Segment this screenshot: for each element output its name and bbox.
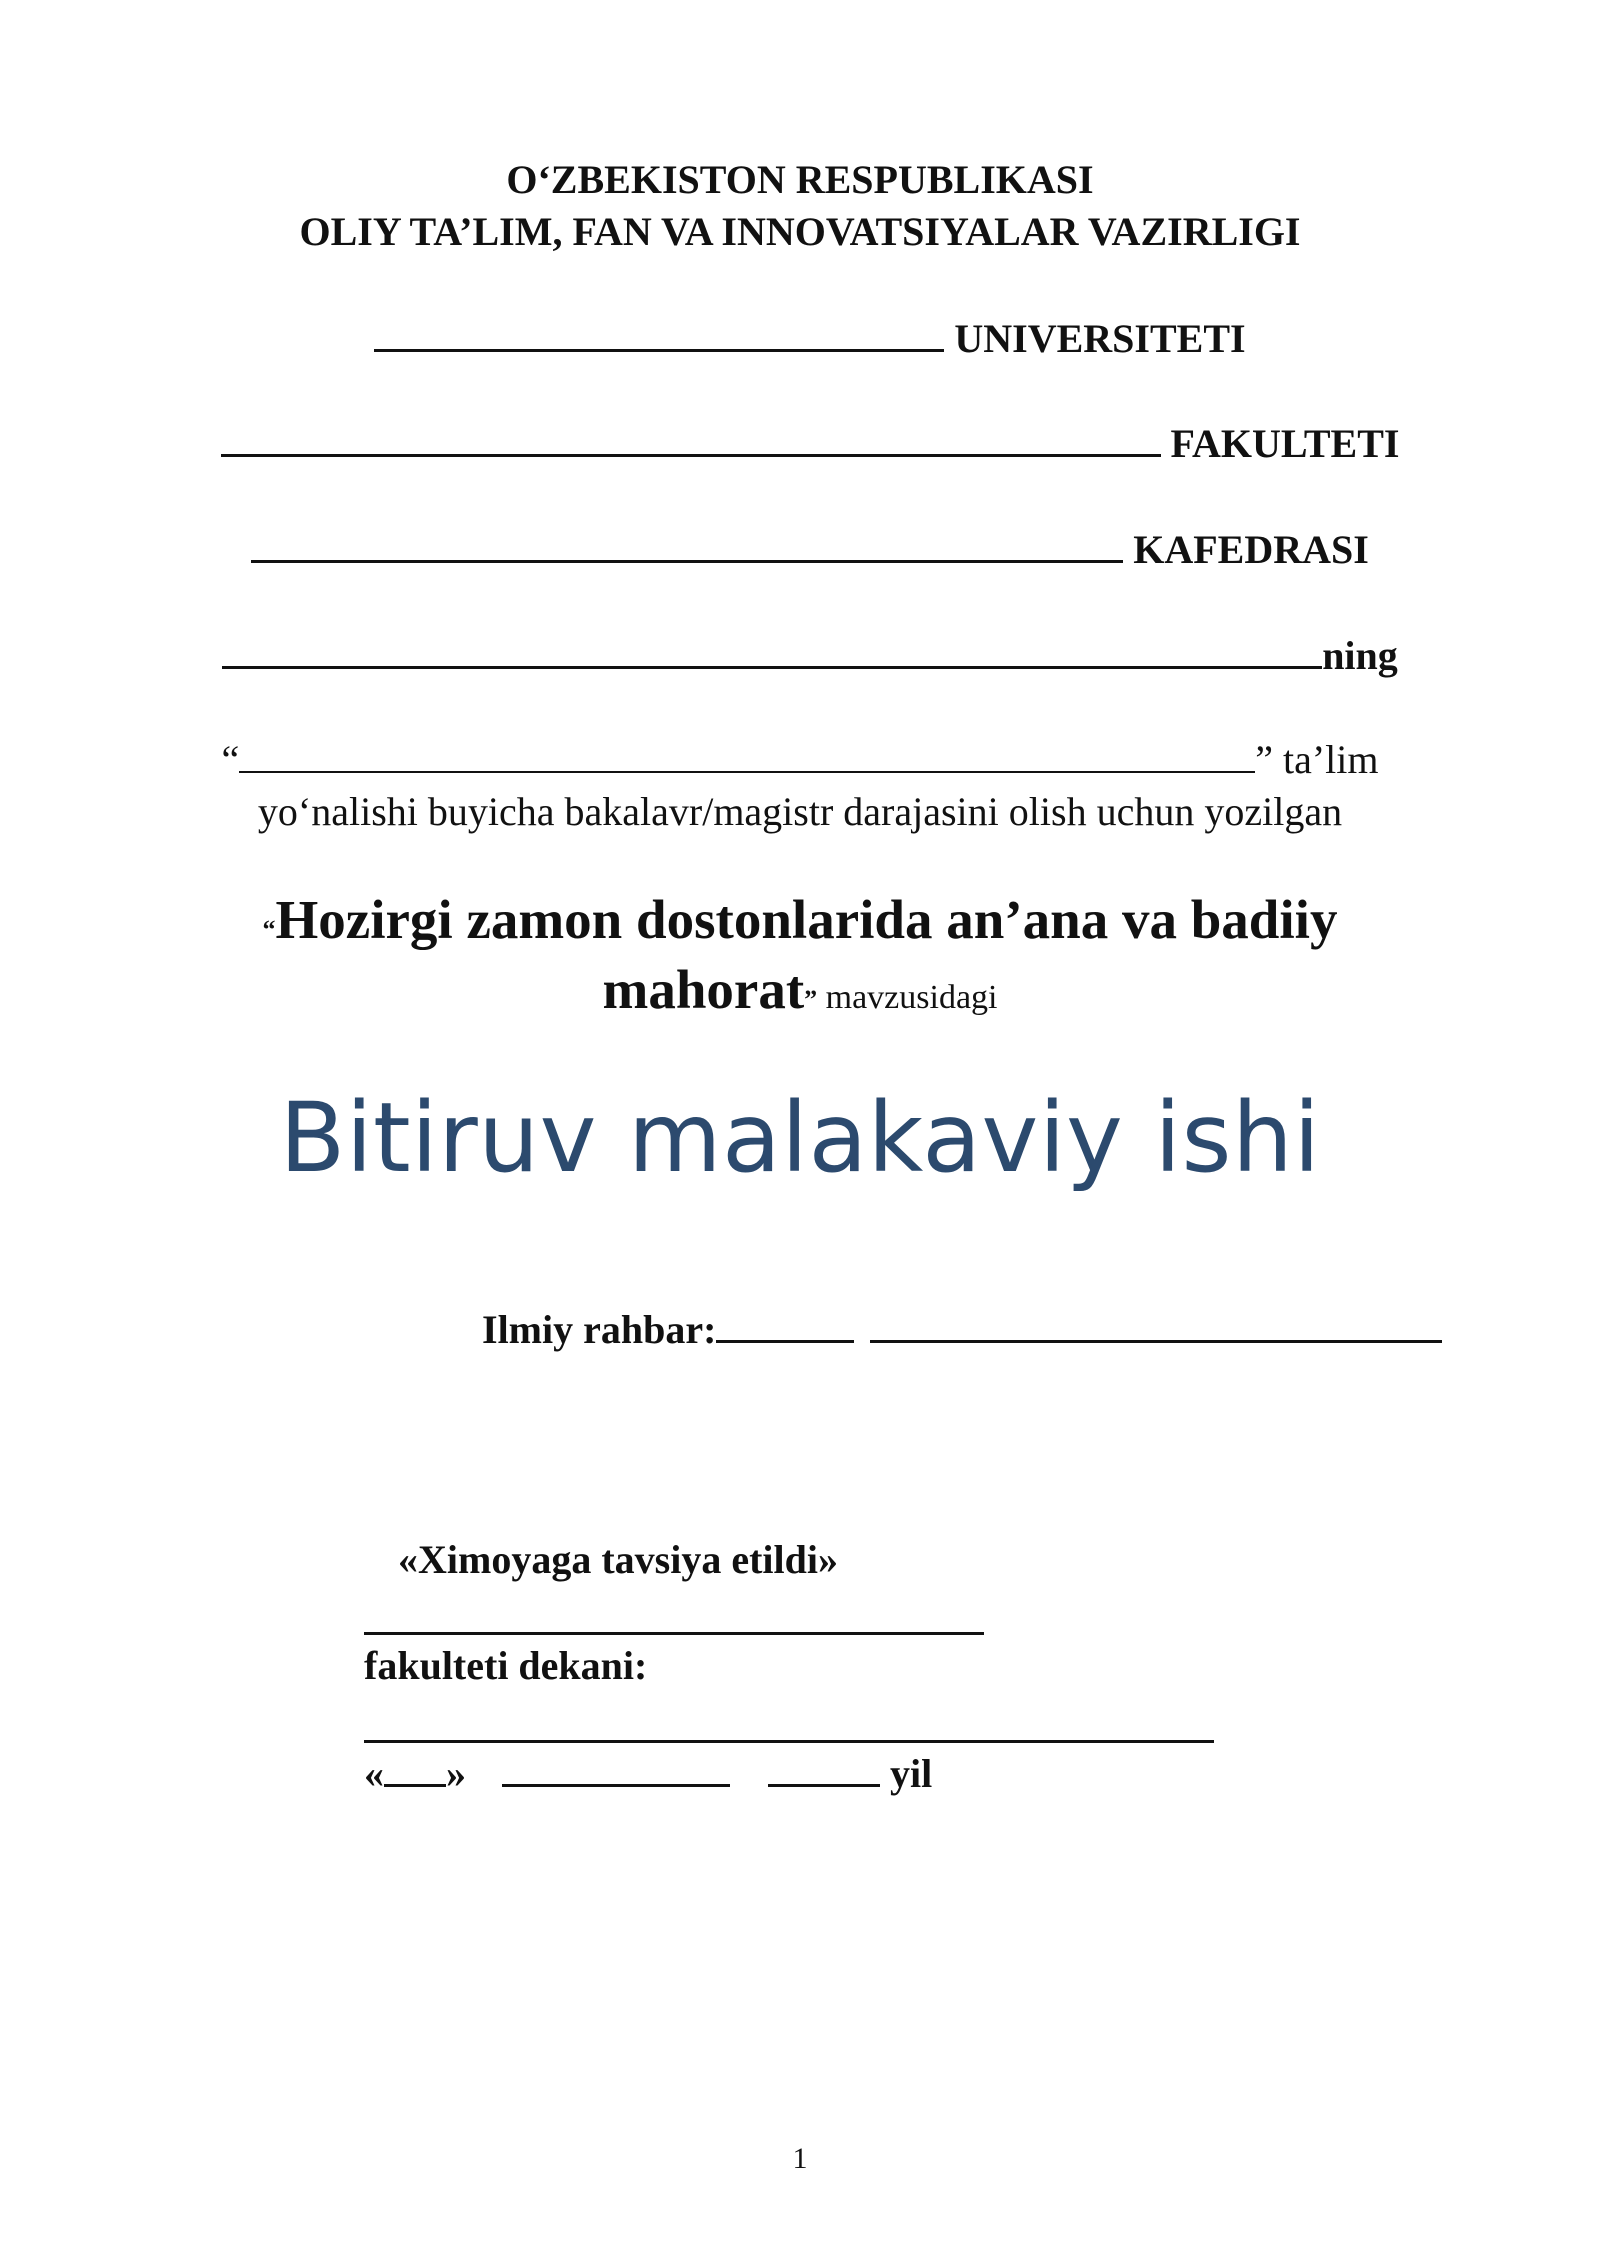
page-number: 1	[792, 2142, 808, 2175]
year-blank	[768, 1778, 880, 1787]
date-open-quote: «	[364, 1751, 384, 1796]
document-type-title: Bitiruv malakaviy ishi	[279, 1082, 1321, 1194]
supervisor-line	[482, 1306, 1442, 1353]
dean-label: fakulteti dekani:	[364, 1643, 648, 1688]
recommendation-underline-1	[364, 1626, 984, 1635]
year-label: yil	[890, 1751, 933, 1796]
department-blank	[251, 554, 1123, 563]
country-heading: O‘ZBEKISTON RESPUBLIKASI	[506, 157, 1094, 202]
theme-suffix: mavzusidagi	[817, 979, 998, 1016]
direction-blank	[239, 765, 1255, 773]
faculty-blank	[221, 448, 1161, 457]
department-line	[0, 526, 1600, 573]
theme-close-quote: ”	[804, 985, 818, 1014]
direction-line	[0, 736, 1600, 783]
recommendation-blank-1	[364, 1626, 984, 1635]
department-label: KAFEDRASI	[1133, 527, 1369, 572]
direction-description: yo‘nalishi buyicha bakalavr/magistr darajasini olish uchun yozilgan	[257, 789, 1343, 834]
student-line	[0, 632, 1600, 679]
theme-title-line1	[0, 888, 1600, 951]
recommendation-blank-2	[364, 1734, 1214, 1743]
university-line	[0, 315, 1600, 362]
university-blank	[374, 343, 944, 352]
student-blank	[222, 660, 1322, 669]
university-label: UNIVERSITETI	[954, 316, 1246, 361]
theme-title: Hozirgi zamon dostonlarida an’ana va badiiy	[275, 889, 1338, 950]
supervisor-blank-short	[716, 1334, 854, 1343]
direction-open-quote: “	[221, 737, 240, 782]
theme-title-end: mahorat	[602, 959, 805, 1020]
recommendation-title: «Ximoyaga tavsiya etildi»	[398, 1537, 838, 1582]
direction-close-quote: ” ta’lim	[1255, 737, 1379, 782]
student-suffix: ning	[1322, 633, 1398, 678]
date-close-quote: »	[446, 1751, 466, 1796]
theme-open-quote: “	[262, 915, 276, 944]
date-line	[364, 1750, 932, 1797]
faculty-label: FAKULTETI	[1170, 421, 1400, 466]
ministry-heading: OLIY TA’LIM, FAN VA INNOVATSIYALAR VAZIRLIGI	[299, 209, 1301, 254]
month-blank	[502, 1778, 730, 1787]
theme-title-line2	[0, 958, 1600, 1021]
supervisor-label: Ilmiy rahbar:	[482, 1307, 717, 1352]
supervisor-blank-long	[870, 1334, 1442, 1343]
recommendation-underline-2	[364, 1734, 1214, 1743]
faculty-line	[0, 420, 1600, 467]
day-blank	[384, 1778, 446, 1787]
